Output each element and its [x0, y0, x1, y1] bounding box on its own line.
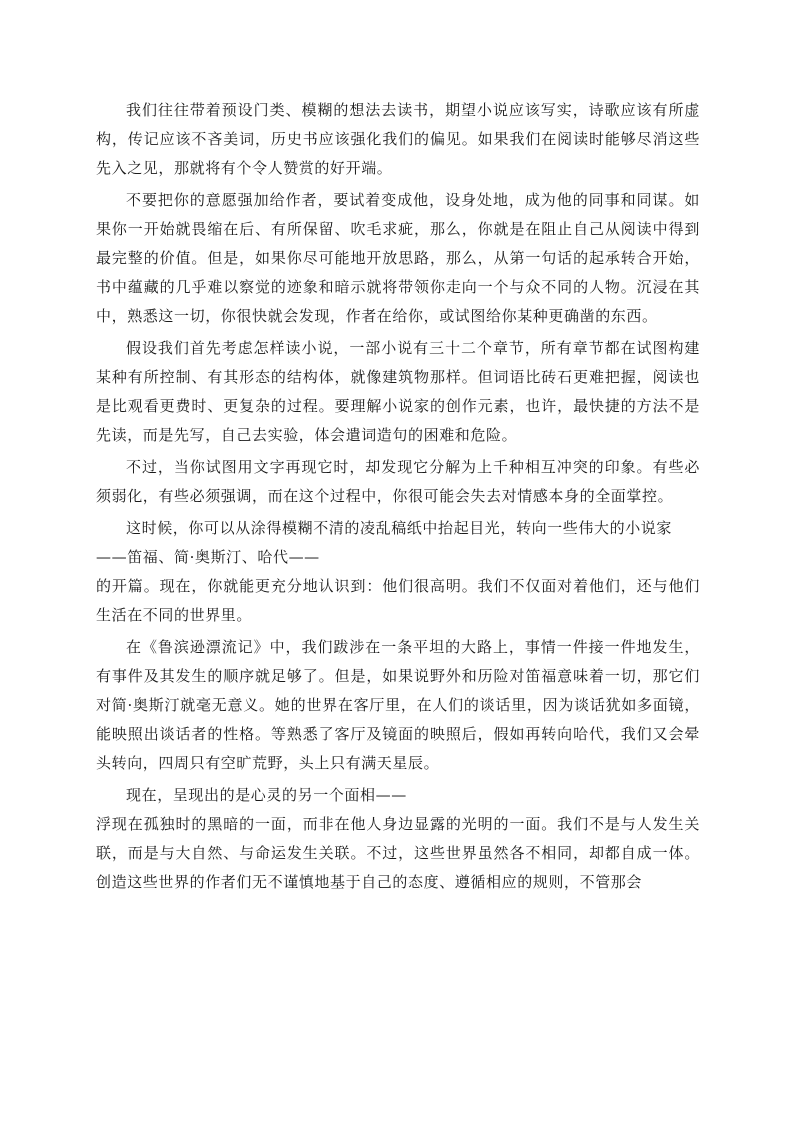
paragraph-5-line-1: 这时候，你可以从涂得模糊不清的凌乱稿纸中抬起目光，转向一些伟大的小说家: [126, 519, 673, 537]
paragraph-5-rest: 的开篇。现在，你就能更充分地认识到：他们很高明。我们不仅面对着他们，还与他们生活在不同的世界里。: [96, 577, 700, 624]
paragraph-4: 不过，当你试图用文字再现它时，却发现它分解为上千种相互冲突的印象。有些必须弱化，有些必须强调，而在这个过程中，你很可能会失去对情感本身的全面掌控。: [96, 458, 700, 505]
paragraph-7-line-1: 现在，呈现出的是心灵的另一个面相——: [126, 786, 407, 804]
paragraph-7-rest: 浮现在孤独时的黑暗的一面，而非在他人身边显露的光明的一面。我们不是与人发生关联，而是与大自然、与命运发生关联。不过，这些世界虽然各不相同，却都自成一体。创造这些世界的作者们无不谨慎地基于自己的态度、遵循相应的规则，不管那会: [96, 815, 700, 891]
paragraph-1: 我们往往带着预设门类、模糊的想法去读书，期望小说应该写实，诗歌应该有所虚构，传记应该不吝美词，历史书应该强化我们的偏见。如果我们在阅读时能够尽消这些先入之见，那就将有个令人赞赏的好开端。: [96, 101, 700, 177]
paragraph-6: 在《鲁滨逊漂流记》中，我们跋涉在一条平坦的大路上，事情一件接一件地发生，有事件及其发生的顺序就足够了。但是，如果说野外和历险对笛福意味着一切，那它们对简·奥斯汀就毫无意义。她的世界在客厅里，在人们的谈话里，因为谈话犹如多面镜，能映照出谈话者的性格。等熟悉了客厅及镜面的映照后，假如再转向哈代，我们又会晕头转向，四周只有空旷荒野，头上只有满天星辰。: [96, 638, 700, 772]
paragraph-7: [96, 781, 700, 897]
paragraph-5: [96, 514, 700, 630]
paragraph-3: 假设我们首先考虑怎样读小说，一部小说有三十二个章节，所有章节都在试图构建某种有所控制、有其形态的结构体，就像建筑物那样。但词语比砖石更难把握，阅读也是比观看更费时、更复杂的过程。要理解小说家的创作元素，也许，最快捷的方法不是先读，而是先写，自己去实验，体会遣词造句的困难和危险。: [96, 339, 700, 444]
paragraph-5-line-2: ——笛福、简·奥斯汀、哈代——: [96, 548, 320, 566]
document-page: [96, 96, 700, 900]
paragraph-2: 不要把你的意愿强加给作者，要试着变成他，设身处地，成为他的同事和同谋。如果你一开始就畏缩在后、有所保留、吹毛求疵，那么，你就是在阻止自己从阅读中得到最完整的价值。但是，如果你尽可能地开放思路，那么，从第一句话的起承转合开始，书中蕴藏的几乎难以察觉的迹象和暗示就将带领你走向一个与众不同的人物。沉浸在其中，熟悉这一切，你很快就会发现，作者在给你，或试图给你某种更确凿的东西。: [96, 191, 700, 325]
